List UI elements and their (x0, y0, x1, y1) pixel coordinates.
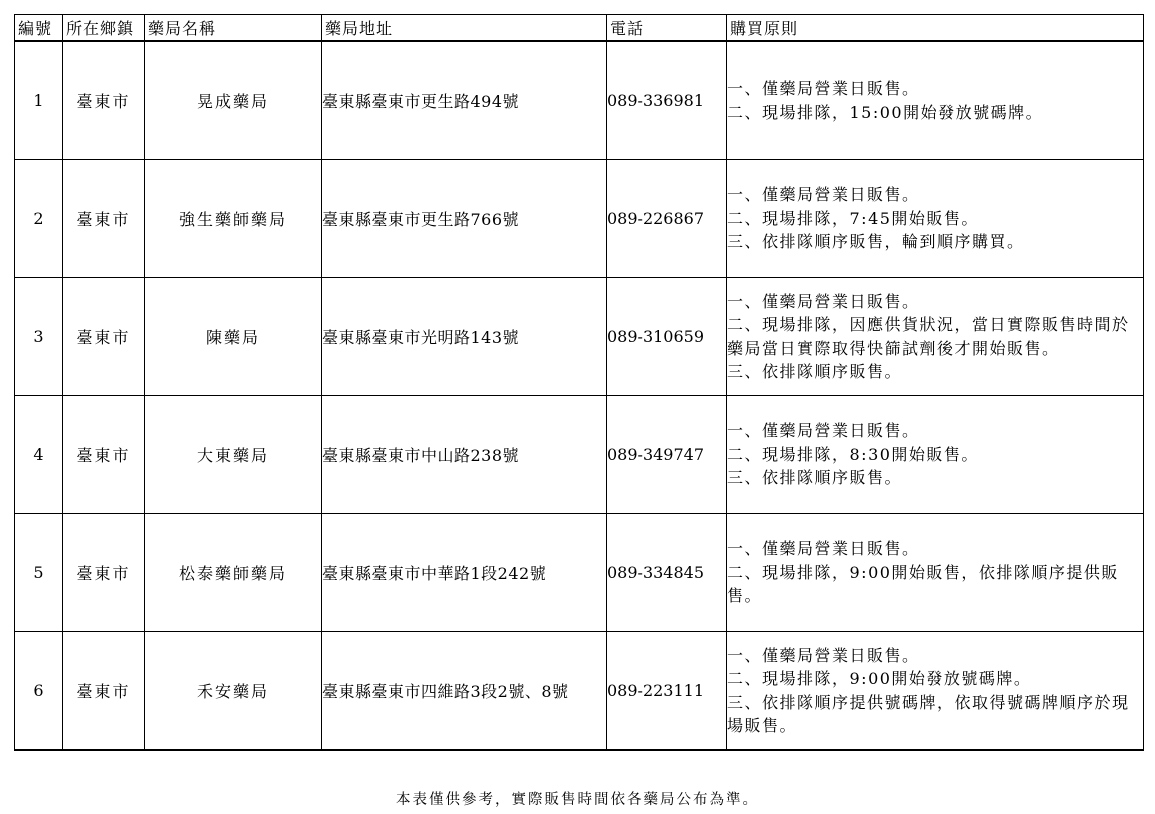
cell-phone: 089-226867 (607, 160, 727, 278)
table-body (15, 41, 1144, 750)
cell-phone: 089-310659 (607, 278, 727, 396)
rule-line: 二、現場排隊，15:00開始發放號碼牌。 (727, 102, 1044, 122)
cell-no: 2 (15, 160, 63, 278)
cell-rules (727, 278, 1144, 396)
cell-address: 臺東縣臺東市中山路238號 (322, 396, 607, 514)
rule-line: 二、現場排隊，7:45開始販售。 (727, 208, 979, 228)
rule-line: 三、依排隊順序販售。 (727, 468, 903, 488)
cell-address: 臺東縣臺東市光明路143號 (322, 278, 607, 396)
cell-no: 3 (15, 278, 63, 396)
rule-line: 二、現場排隊，8:30開始販售。 (727, 444, 979, 464)
header-no: 編號 (15, 15, 63, 42)
cell-no: 1 (15, 41, 63, 160)
cell-address: 臺東縣臺東市中華路1段242號 (322, 514, 607, 632)
cell-rules (727, 160, 1144, 278)
cell-address: 臺東縣臺東市更生路494號 (322, 41, 607, 160)
cell-pharmacy-name: 大東藥局 (145, 396, 322, 514)
cell-rules (727, 514, 1144, 632)
cell-phone: 089-334845 (607, 514, 727, 632)
table-row (15, 278, 1144, 396)
table-row (15, 41, 1144, 160)
rule-line: 一、僅藥局營業日販售。 (727, 79, 920, 98)
rule-line: 一、僅藥局營業日販售。 (727, 291, 920, 311)
cell-no: 4 (15, 396, 63, 514)
cell-address: 臺東縣臺東市更生路766號 (322, 160, 607, 278)
header-phone: 電話 (607, 15, 727, 42)
rule-line: 二、現場排隊，9:00開始販售，依排隊順序提供販售。 (727, 562, 1119, 606)
header-address: 藥局地址 (322, 15, 607, 42)
cell-rules (727, 396, 1144, 514)
rule-line: 三、依排隊順序販售。 (727, 362, 903, 381)
rule-line: 三、依排隊順序提供號碼牌，依取得號碼牌順序於現場販售。 (727, 692, 1130, 735)
cell-town: 臺東市 (63, 632, 145, 751)
table-row (15, 396, 1144, 514)
pharmacy-table (14, 14, 1144, 751)
cell-address: 臺東縣臺東市四維路3段2號、8號 (322, 632, 607, 751)
header-row (15, 15, 1144, 42)
cell-pharmacy-name: 強生藥師藥局 (145, 160, 322, 278)
cell-phone: 089-336981 (607, 41, 727, 160)
cell-phone: 089-223111 (607, 632, 727, 751)
cell-town: 臺東市 (63, 160, 145, 278)
cell-no: 6 (15, 632, 63, 751)
rule-line: 三、依排隊順序販售，輪到順序購買。 (727, 232, 1025, 252)
cell-phone: 089-349747 (607, 396, 727, 514)
cell-town: 臺東市 (63, 41, 145, 160)
cell-pharmacy-name: 晃成藥局 (145, 41, 322, 160)
footnote: 本表僅供參考，實際販售時間依各藥局公布為準。 (396, 792, 759, 808)
header-name: 藥局名稱 (145, 15, 322, 42)
header-town: 所在鄉鎮 (63, 15, 145, 42)
rule-line: 一、僅藥局營業日販售。 (727, 421, 920, 441)
cell-town: 臺東市 (63, 514, 145, 632)
rule-line: 一、僅藥局營業日販售。 (727, 539, 920, 559)
cell-pharmacy-name: 陳藥局 (145, 278, 322, 396)
cell-town: 臺東市 (63, 278, 145, 396)
rule-line: 一、僅藥局營業日販售。 (727, 185, 920, 205)
rule-line: 二、現場排隊，因應供貨狀況，當日實際販售時間於藥局當日實際取得快篩試劑後才開始販售。 (727, 315, 1130, 358)
table-row (15, 514, 1144, 632)
cell-pharmacy-name: 松泰藥師藥局 (145, 514, 322, 632)
rule-line: 二、現場排隊，9:00開始發放號碼牌。 (727, 669, 1032, 688)
table-row (15, 160, 1144, 278)
cell-town: 臺東市 (63, 396, 145, 514)
cell-rules (727, 632, 1144, 751)
cell-no: 5 (15, 514, 63, 632)
header-rules: 購買原則 (727, 15, 1144, 42)
cell-pharmacy-name: 禾安藥局 (145, 632, 322, 751)
rule-line: 一、僅藥局營業日販售。 (727, 645, 920, 665)
table-row (15, 632, 1144, 751)
cell-rules (727, 41, 1144, 160)
